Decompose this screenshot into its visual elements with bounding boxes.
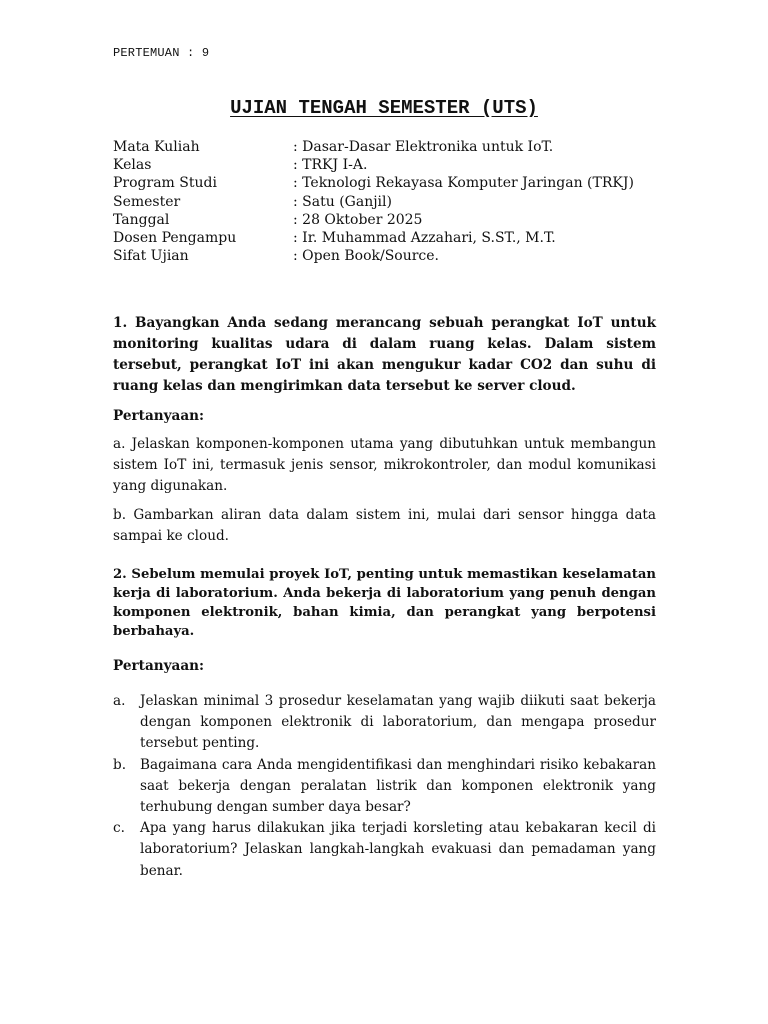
info-label: Program Studi xyxy=(113,175,217,192)
list-marker: a. xyxy=(113,693,126,709)
question-1-label: Pertanyaan: xyxy=(113,408,205,424)
question-2-text: 2. Sebelum memulai proyek IoT, penting untuk memastikan keselamatan kerja di laboratorium. Anda bekerja di laboratorium yang penuh dengan komponen elektronik, bahan kimia, dan perangkat yang berpotensi berbahaya. xyxy=(113,567,656,639)
info-value: : TRKJ I-A. xyxy=(293,157,368,174)
question-1-text: 1. Bayangkan Anda sedang merancang sebuah perangkat IoT untuk monitoring kualitas udara di dalam ruang kelas. Dalam sistem tersebut, perangkat IoT ini akan mengukur kadar CO2 dan suhu di ruang kelas dan mengirimkan data tersebut ke server cloud. xyxy=(113,315,656,394)
info-row-lecturer xyxy=(113,229,673,247)
info-row-date xyxy=(113,211,673,229)
list-item xyxy=(113,818,656,882)
info-value: : 28 Oktober 2025 xyxy=(293,211,423,228)
info-row-class xyxy=(113,156,673,174)
info-label: Semester xyxy=(113,193,181,210)
list-item xyxy=(113,755,656,819)
exam-info xyxy=(113,138,673,265)
info-row-course xyxy=(113,138,673,156)
info-label: Sifat Ujian xyxy=(113,248,189,265)
page-title: UJIAN TENGAH SEMESTER (UTS) xyxy=(230,97,538,119)
list-marker: b. xyxy=(113,756,127,773)
list-item-text: Bagaimana cara Anda mengidentifikasi dan menghindari risiko kebakaran saat bekerja dengan peralatan listrik dan komponen elektronik yang terhubung dengan sumber daya besar? xyxy=(140,756,656,816)
info-label: Mata Kuliah xyxy=(113,139,200,155)
list-item-text: Apa yang harus dilakukan jika terjadi korsleting atau kebakaran kecil di laboratorium? Jelaskan langkah-langkah evakuasi dan pemadaman yang benar. xyxy=(140,820,656,879)
info-value: : Dasar-Dasar Elektronika untuk IoT. xyxy=(293,139,554,155)
info-value: : Open Book/Source. xyxy=(293,248,440,265)
info-row-semester xyxy=(113,193,673,211)
question-2-label: Pertanyaan: xyxy=(113,658,205,674)
list-item xyxy=(113,691,656,755)
list-marker: c. xyxy=(113,820,125,837)
info-label: Tanggal xyxy=(113,211,170,228)
question-1b: b. Gambarkan aliran data dalam sistem ini, mulai dari sensor hingga data sampai ke cloud. xyxy=(113,507,656,544)
list-item-text: Jelaskan minimal 3 prosedur keselamatan yang wajib diikuti saat bekerja dengan komponen elektronik di laboratorium, dan mengapa prosedur tersebut penting. xyxy=(140,693,656,752)
question-2-list xyxy=(113,691,656,882)
meeting-number: PERTEMUAN : 9 xyxy=(113,46,210,60)
info-value: : Satu (Ganjil) xyxy=(293,193,392,210)
info-row-program xyxy=(113,174,673,192)
info-label: Dosen Pengampu xyxy=(113,229,237,246)
info-label: Kelas xyxy=(113,157,152,174)
info-value: : Teknologi Rekayasa Komputer Jaringan (TRKJ) xyxy=(293,175,634,192)
question-1a: a. Jelaskan komponen-komponen utama yang dibutuhkan untuk membangun sistem IoT ini, termasuk jenis sensor, mikrokontroler, dan modul komunikasi yang digunakan. xyxy=(113,436,656,494)
info-row-exam-type xyxy=(113,247,673,265)
info-value: : Ir. Muhammad Azzahari, S.ST., M.T. xyxy=(293,229,556,246)
